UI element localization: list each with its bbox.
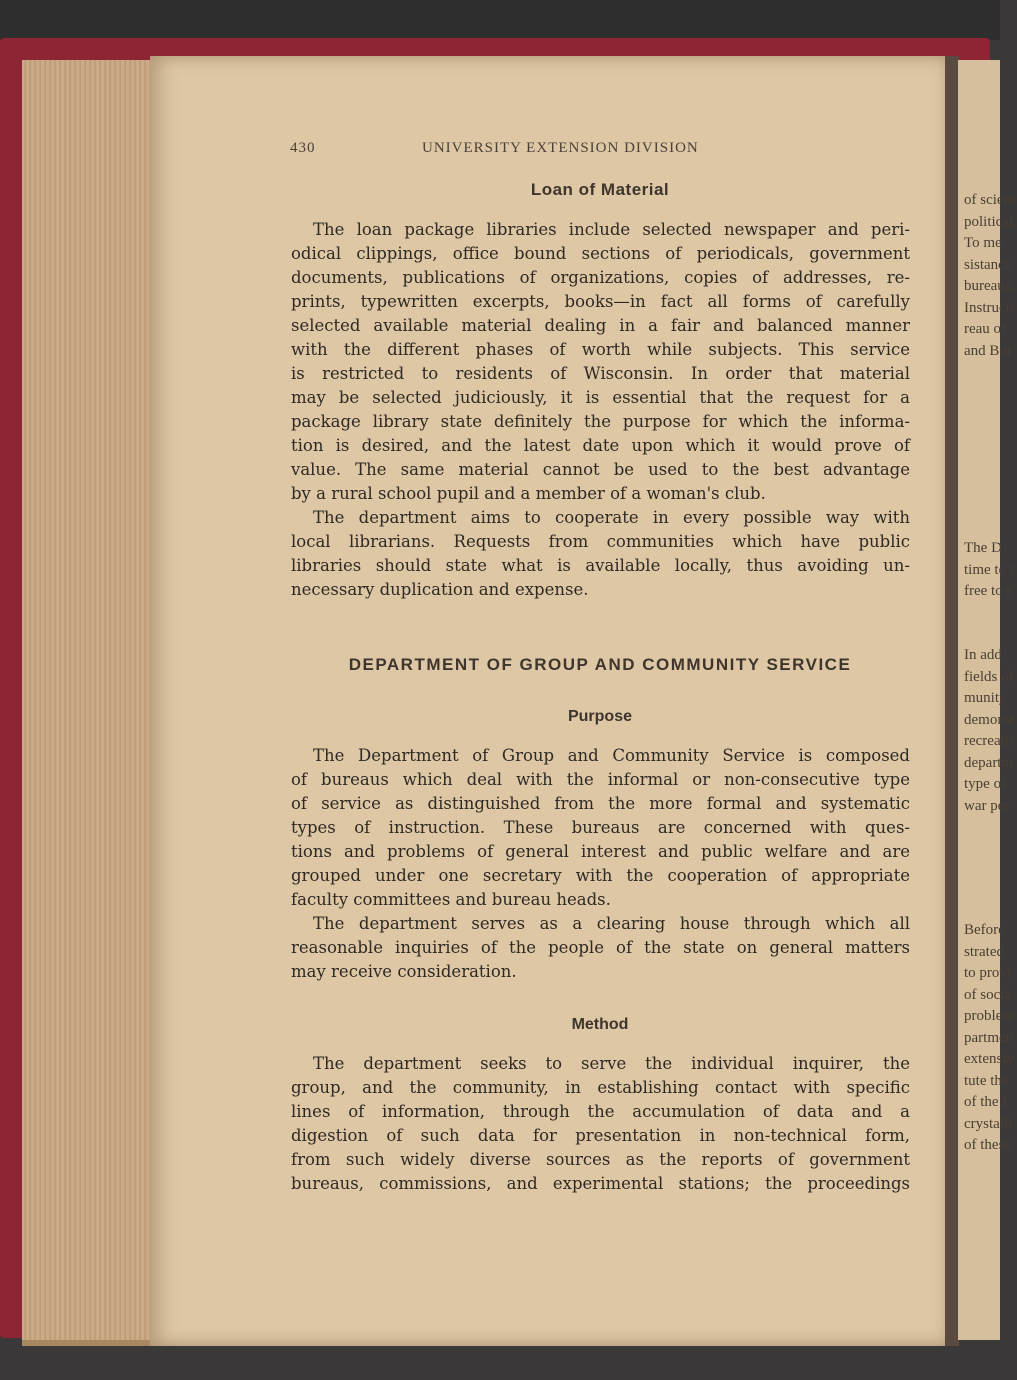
text-line: Before bbox=[964, 922, 1005, 938]
purpose-paragraph-1 bbox=[291, 744, 910, 912]
text-line: reau of bbox=[964, 321, 1007, 337]
loan-paragraph-1 bbox=[291, 218, 910, 506]
text-line: The Department of Group and Community Service is composed bbox=[313, 746, 910, 765]
book-gutter bbox=[945, 56, 959, 1346]
text-line: may be selected judiciously, it is essential that the request for a bbox=[291, 388, 910, 407]
text-line: tions and problems of general interest and public welfare and are bbox=[291, 842, 910, 861]
text-line: war per bbox=[964, 797, 1010, 814]
purpose-paragraph-2 bbox=[291, 912, 910, 984]
text-line: of socia bbox=[964, 986, 1012, 1003]
text-line: The loan package libraries include selected newspaper and peri- bbox=[313, 220, 910, 239]
method-heading: Method bbox=[571, 1016, 629, 1033]
text-line: types of instruction. These bureaus are concerned with ques- bbox=[291, 818, 910, 837]
loan-heading: Loan of Material bbox=[530, 180, 670, 199]
text-line: selected available material dealing in a fair and balanced manner bbox=[291, 316, 910, 335]
page-edges bbox=[22, 60, 162, 1346]
text-line: strated bbox=[964, 943, 1004, 960]
text-line: libraries should state what is available locally, thus avoiding un- bbox=[291, 556, 910, 575]
text-line: bureaus, commissions, and experimental stations; the proceedings bbox=[291, 1174, 910, 1193]
text-line: problem bbox=[964, 1008, 1014, 1024]
text-line: extensiv bbox=[964, 1051, 1014, 1067]
text-line: of the I bbox=[964, 1094, 1008, 1110]
text-line: crystalli bbox=[964, 1115, 1013, 1132]
text-line: odical clippings, office bound sections of periodicals, government bbox=[291, 244, 910, 263]
text-line: lines of information, through the accumulation of data and a bbox=[291, 1102, 910, 1121]
text-line: package library state definitely the purpose for which the informa- bbox=[291, 412, 910, 431]
text-line: from such widely diverse sources as the reports of government bbox=[291, 1150, 910, 1169]
text-line: to provi bbox=[964, 965, 1012, 981]
text-line: To me bbox=[964, 235, 1002, 251]
text-line: In add bbox=[964, 647, 1002, 663]
text-line: time to t bbox=[964, 561, 1014, 578]
text-line: group, and the community, in establishing contact with specific bbox=[291, 1078, 910, 1097]
text-line: local librarians. Requests from communities which have public bbox=[291, 532, 910, 551]
facing-page bbox=[958, 60, 1017, 1340]
text-line: bureaus, bbox=[964, 278, 1015, 294]
text-line: grouped under one secretary with the cooperation of appropriate bbox=[291, 866, 910, 885]
text-line: The department aims to cooperate in every possible way with bbox=[313, 508, 910, 527]
text-line: departm bbox=[964, 754, 1014, 771]
text-line: sistance bbox=[964, 256, 1012, 273]
text-line: Instructi bbox=[964, 299, 1014, 316]
page-number: 430 bbox=[290, 140, 316, 156]
text-line: tute the bbox=[964, 1072, 1009, 1089]
text-line: free to r bbox=[964, 583, 1012, 599]
text-line: prints, typewritten excerpts, books—in fact all forms of carefully bbox=[291, 292, 910, 311]
text-line: fields of bbox=[964, 668, 1014, 685]
text-line: demonst bbox=[964, 711, 1015, 728]
running-title: UNIVERSITY EXTENSION DIVISION bbox=[422, 140, 699, 156]
text-line: political, bbox=[964, 213, 1017, 230]
text-line: reasonable inquiries of the people of the state on general matters bbox=[291, 938, 910, 957]
text-line: digestion of such data for presentation in non-technical form, bbox=[291, 1126, 910, 1145]
text-line: faculty committees and bureau heads. bbox=[291, 890, 611, 909]
text-line: munity bbox=[964, 690, 1007, 706]
facing-page-fragment-2 bbox=[958, 538, 1014, 603]
loan-paragraph-2 bbox=[291, 506, 910, 602]
text-line: partmen bbox=[964, 1029, 1014, 1046]
facing-page-fragment-1 bbox=[958, 190, 1017, 362]
purpose-heading: Purpose bbox=[567, 708, 632, 725]
department-heading: DEPARTMENT OF GROUP AND COMMUNITY SERVICE bbox=[348, 655, 852, 674]
text-line: may receive consideration. bbox=[291, 962, 517, 981]
text-line: of service as distinguished from the more formal and systematic bbox=[291, 794, 910, 813]
text-line: of bureaus which deal with the informal or non-consecutive type bbox=[291, 770, 910, 789]
text-line: type of bbox=[964, 776, 1007, 792]
text-line: documents, publications of organizations, copies of addresses, re- bbox=[291, 268, 910, 287]
facing-page-fragment-4 bbox=[958, 920, 1014, 1157]
text-line: with the different phases of worth while subjects. This service bbox=[291, 340, 910, 359]
text-line: of these bbox=[964, 1137, 1012, 1153]
text-line: by a rural school pupil and a member of a woman's club. bbox=[291, 484, 766, 503]
text-line: necessary duplication and expense. bbox=[291, 580, 589, 599]
text-line: recreatic bbox=[964, 733, 1016, 749]
text-line: The department seeks to serve the individual inquirer, the bbox=[313, 1054, 910, 1073]
text-line: and Bur bbox=[964, 342, 1012, 359]
backdrop bbox=[0, 0, 1000, 40]
text-line: The D bbox=[964, 540, 1002, 556]
text-line: of scient bbox=[964, 192, 1016, 208]
text-line: The department serves as a clearing house through which all bbox=[313, 914, 910, 933]
method-paragraph-1 bbox=[291, 1052, 910, 1196]
text-line: is restricted to residents of Wisconsin. In order that material bbox=[291, 364, 910, 383]
text-line: tion is desired, and the latest date upon which it would prove of bbox=[291, 436, 910, 455]
text-line: value. The same material cannot be used to the best advantage bbox=[291, 460, 910, 479]
facing-page-fragment-3 bbox=[958, 645, 1016, 817]
